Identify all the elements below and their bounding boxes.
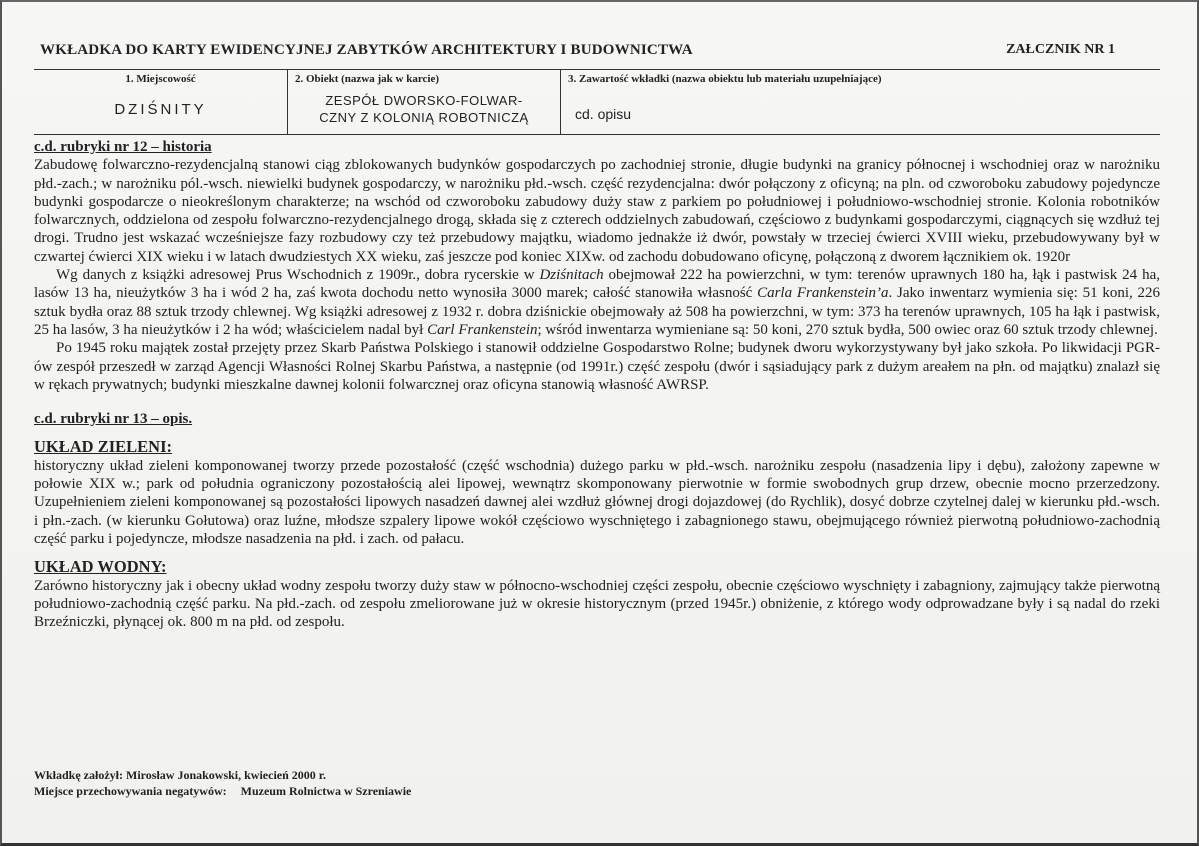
history-paragraph-3: Po 1945 roku majątek został przejęty przez Skarb Państwa Polskiego i stanowił oddzielne Gospodarstwo Rolne; budynek dworu wykorzystywany był jako szkoła. Po likwidacji PGR-ów zespół przeszedł w zarząd Agencji Własności Rolnej Skarbu Państwa, a następnie (od 1991r.) część zespołu (dwór i sąsiadujący park z dużym areałem na płn. od majątku) znalazł się w rękach prywatnych; budynki mieszkalne dawnej kolonii folwarcznej oraz oficyna stanowią własność AWRSP. — [34, 340, 1160, 393]
history-p2-owner-2: Carl Frankenstein — [427, 321, 538, 338]
document-title: WKŁADKA DO KARTY EWIDENCYJNEJ ZABYTKÓW ARCHITEKTURY I BUDOWNICTWA — [40, 42, 693, 58]
author-label: Wkładkę założył: — [34, 768, 123, 782]
history-p2-place: Dziśnitach — [539, 267, 604, 284]
locality-label: 1. Miejscowość — [125, 73, 196, 85]
water-text: Zarówno historyczny jak i obecny układ wodny zespołu tworzy duży staw w północno-wschodniej części zespołu, obecnie częściowo wyschnięty i zabagniony, zajmujący także pierwotną południowo-zachodnią część parku. Na płd.-zach. od zespołu zmeliorowane już w okresie historycznym (przed 1945r.) obniżenie, z którego wody odprowadzane były i są nadal do rzeki Brzeźniczki, płynącej ok. 800 m na płd. od zespołu. — [34, 577, 1160, 631]
history-paragraph-2 — [34, 266, 1160, 339]
object-cell — [287, 70, 560, 134]
contents-value: cd. opisu — [575, 106, 632, 122]
contents-label: 3. Zawartość wkładki (nazwa obiektu lub materiału uzupełniające) — [568, 73, 882, 85]
description-section-title: c.d. rubryki nr 13 – opis. — [34, 411, 193, 428]
greenery-title: UKŁAD ZIELENI: — [34, 437, 172, 457]
contents-cell — [560, 70, 1160, 134]
water-title: UKŁAD WODNY: — [34, 557, 167, 577]
object-value — [288, 92, 560, 126]
locality-value: DZIŚNITY — [114, 101, 207, 118]
storage-label: Miejsce przechowywania negatywów: — [34, 784, 227, 798]
history-paragraph-1: Zabudowę folwarczno-rezydencjalną stanowi ciąg zblokowanych budynków gospodarczych po zachodniej stronie, długie budynki na granicy północnej i wschodniej oraz w narożniku płd.-zach.; w narożniku pól.-wsch. niewielki budynek gospodarczy, w narożniku płd.-wsch. część rezydencjalna: dwór połączony z oficyną; na pln. od czworoboku zabudowy pojedyncze budynki gospodarcze o nieokreślonym charakterze; na wschód od czworoboku zabudowy duży staw z parkiem po południowej i południowo-wschodniej stronie. Kolonia robotników folwarcznych, oddzielona od zespołu folwarczno-rezydencjalnego drogą, składa się z czterech oddzielnych zabudowań, częściowo z budynkami gospodarczymi, ciągnących się wzdłuż tej drogi. Trudno jest wskazać wcześniejsze fazy rozbudowy czy też przebudowy majątku, wiadomo jednakże iż dwór, powstały w trzeciej ćwierci XVIII wieku, przebudowywany był w czwartej ćwierci XIX wieku i w latach dwudziestych XX wieku, zaś jeszcze pod koniec XIXw. od zachodu dobudowano oficynę, połączoną z dworem łącznikiem ok. 1920r — [34, 157, 1160, 265]
history-p2-part-a: Wg danych z książki adresowej Prus Wschodnich z 1909r., dobra rycerskie w — [56, 267, 540, 284]
history-p2-owner-1: Carla Frankenstein’a — [757, 285, 889, 302]
object-label: 2. Obiekt (nazwa jak w karcie) — [295, 73, 440, 85]
footer — [34, 767, 411, 799]
storage-value: Muzeum Rolnictwa w Szreniawie — [240, 784, 412, 798]
document-body — [34, 138, 1160, 631]
history-p2-part-b: obejmował 222 ha powierzchni, w tym: terenów uprawnych 180 ha, łąk i pastwisk 24 ha, lasów 13 ha, nieużytków 3 ha i wód 2 ha, zaś kwota dochodu netto wynosiła 3000 marek; całość stanowiła własność — [34, 267, 1160, 302]
greenery-text: historyczny układ zieleni komponowanej tworzy przede pozostałość (część wschodnia) dużego parku w płd.-wsch. narożniku zespołu (nasadzenia lipy i dębu), założony zapewne w połowie XIX w.; park od południa ograniczony pozostałością alei lipowej, wewnątrz skomponowany pierwotnie w formie swobodnych grup drzew, obecnie mocno przerzedzony. Uzupełnieniem zieleni komponowanej są pozostałości lipowych nasadzeń dawnej alei wzdłuż głównej drogi dojazdowej (do Rychlik), dosyć dobrze czytelnej dalej w kierunku płd.-wsch. i płn.-zach. (w kierunku Gołutowa) oraz luźne, młodsze szpalery lipowe wokół częściowo wyschniętego i zabagnionego stawu, obejmującego również pierwotną południowo-zachodnią część parku i pojedyncze, młodsze nasadzenia na płd. i zach. od pałacu. — [34, 457, 1160, 547]
history-section-title: c.d. rubryki nr 12 – historia — [34, 139, 212, 155]
object-value-line2: CZNY Z KOLONIĄ ROBOTNICZĄ — [319, 110, 529, 125]
attachment-number: ZAŁCZNIK NR 1 — [1006, 42, 1115, 57]
object-value-line1: ZESPÓŁ DWORSKO-FOLWAR- — [325, 93, 523, 108]
locality-cell — [34, 70, 287, 134]
author-value: Mirosław Jonakowski, kwiecień 2000 r. — [126, 768, 327, 782]
author-line — [34, 767, 411, 783]
header-table — [34, 69, 1160, 135]
history-p2-part-c: . Jako inwentarz wymienia się: 51 koni, 226 sztuk bydła oraz 88 sztuk trzody chlewnej. Wg książki adresowej z 1932 r. dobra dziśnickie obejmowały aż 508 ha powierzchni, w tym: 373 ha terenów uprawnych, 105 ha łąk i pastwisk, 25 ha lasów, 3 ha nieużytków i 2 ha wód; właścicielem nadal był — [34, 285, 1160, 338]
storage-line — [34, 783, 411, 799]
history-p2-part-d: ; wśród inwentarza wymieniane są: 50 koni, 270 sztuk bydła, 500 owiec oraz 60 sztuk trzody chlewnej. — [537, 321, 1158, 338]
